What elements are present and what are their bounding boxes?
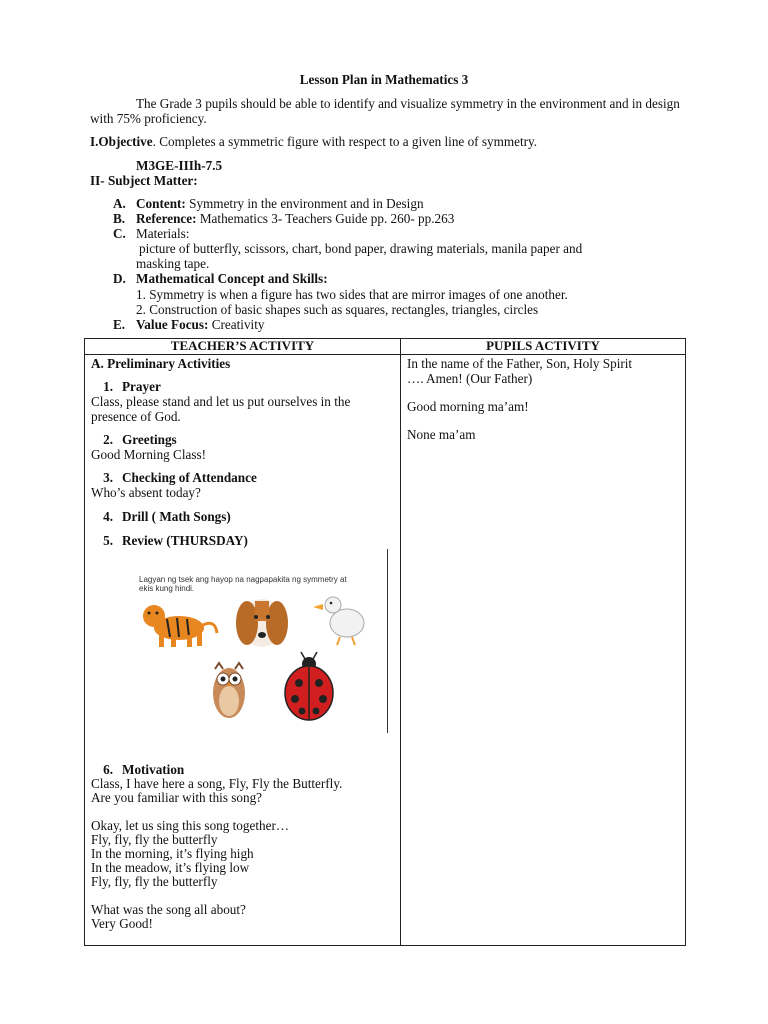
motivation-line: Very Good! <box>91 916 153 931</box>
review-caption: Lagyan ng tsek ang hayop na nagpapakita ng symmetry at ekis kung hindi. <box>139 575 347 593</box>
pupil-response: Good morning ma’am! <box>407 399 529 414</box>
attendance-text: Who’s absent today? <box>91 485 201 500</box>
objective <box>90 134 537 149</box>
pupil-response: None ma’am <box>407 427 476 442</box>
owl-icon <box>213 663 245 718</box>
pupil-response: …. Amen! (Our Father) <box>407 371 533 386</box>
ladybug-icon <box>285 652 333 720</box>
section-heading: A. Preliminary Activities <box>91 356 231 371</box>
list-item: E. Value Focus: Creativity <box>113 317 265 332</box>
pupils-activity-cell <box>401 355 686 946</box>
review-animals-image <box>137 593 377 728</box>
motivation-line: Okay, let us sing this song together… <box>91 818 290 833</box>
step-motivation: 6. Motivation <box>103 762 185 777</box>
step-prayer: 1. Prayer <box>103 379 161 394</box>
objective-text: . Completes a symmetric figure with respect to a given line of symmetry. <box>152 134 538 149</box>
list-item: B. Reference: Mathematics 3- Teachers Guide pp. 260- pp.263 <box>113 211 455 226</box>
motivation-line: What was the song all about? <box>91 902 246 917</box>
materials-line-2: masking tape. <box>136 256 210 271</box>
list-item: C. Materials: <box>113 226 190 241</box>
motivation-line: Fly, fly, fly the butterfly <box>91 874 218 889</box>
table-row <box>85 355 686 946</box>
pupils-activity-header: PUPILS ACTIVITY <box>401 339 686 355</box>
concept-line-1: 1. Symmetry is when a figure has two sides that are mirror images of one another. <box>136 287 568 302</box>
list-item: D. Mathematical Concept and Skills: <box>113 271 328 286</box>
concept-line-2: 2. Construction of basic shapes such as squares, rectangles, triangles, circles <box>136 302 539 317</box>
dog-icon <box>236 599 288 647</box>
motivation-line: Class, I have here a song, Fly, Fly the Butterfly. <box>91 776 343 791</box>
list-item: A. Content: Symmetry in the environment and in Design <box>113 196 424 211</box>
motivation-line: Fly, fly, fly the butterfly <box>91 832 218 847</box>
subject-matter-heading: II- Subject Matter: <box>90 173 198 188</box>
intro-paragraph: The Grade 3 pupils should be able to identify and visualize symmetry in the environment and in design with 75% proficiency. <box>90 96 680 126</box>
tiger-icon <box>143 605 217 647</box>
motivation-line: In the morning, it’s flying high <box>91 846 254 861</box>
materials-line-1: picture of butterfly, scissors, chart, bond paper, drawing materials, manila paper and <box>139 241 583 256</box>
motivation-line: Are you familiar with this song? <box>91 790 263 805</box>
greeting-text: Good Morning Class! <box>91 447 207 462</box>
table-header-row <box>85 339 686 355</box>
teacher-activity-header: TEACHER’S ACTIVITY <box>85 339 401 355</box>
step-review: 5. Review (THURSDAY) <box>103 533 248 548</box>
pupil-response: In the name of the Father, Son, Holy Spirit <box>407 356 633 371</box>
competency-code: M3GE-IIIh-7.5 <box>136 158 223 173</box>
prayer-text-2: presence of God. <box>91 409 181 424</box>
teacher-activity-cell <box>85 355 401 946</box>
step-attendance: 3. Checking of Attendance <box>103 470 257 485</box>
objective-label: I.Objective <box>90 134 153 149</box>
step-drill: 4. Drill ( Math Songs) <box>103 509 231 524</box>
motivation-line: In the meadow, it’s flying low <box>91 860 250 875</box>
page-title: Lesson Plan in Mathematics 3 <box>299 72 469 87</box>
activity-table <box>84 338 686 946</box>
prayer-text-1: Class, please stand and let us put ourselves in the <box>91 394 351 409</box>
duck-icon <box>313 597 364 645</box>
step-greetings: 2. Greetings <box>103 432 177 447</box>
